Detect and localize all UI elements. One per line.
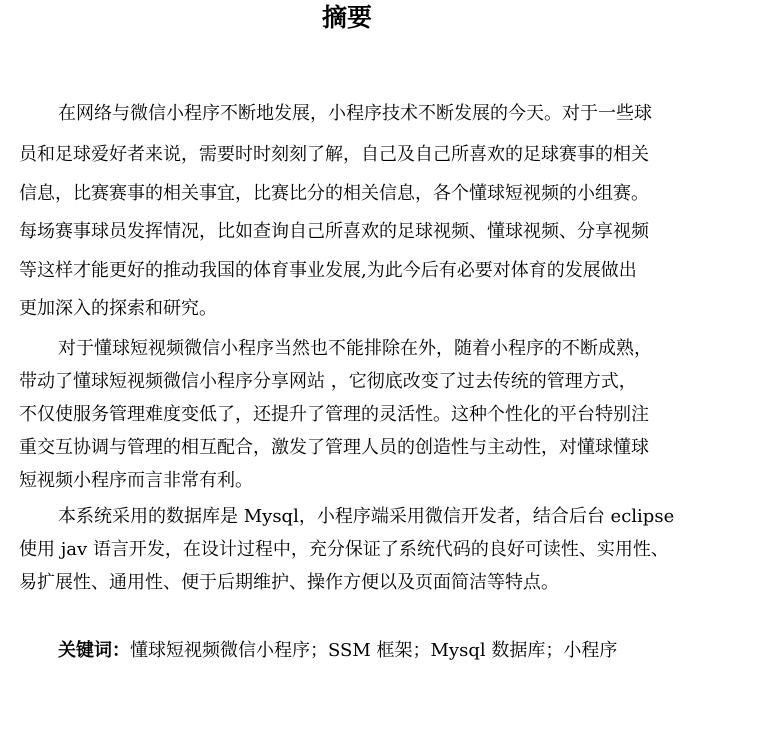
paragraph-3-line-2: 使用 jav 语言开发，在设计过程中，充分保证了系统代码的良好可读性、实用性、 [19,539,669,560]
paragraph-1-line-1: 在网络与微信小程序不断地发展，小程序技术不断发展的今天。对于一些球 [58,103,652,124]
paragraph-1-line-2: 员和足球爱好者来说，需要时时刻刻了解，自己及自己所喜欢的足球赛事的相关 [19,144,649,165]
paragraph-3-line-1: 本系统采用的数据库是 Mysql，小程序端采用微信开发者，结合后台 eclipse [58,506,675,527]
paragraph-3-line-3: 易扩展性、通用性、便于后期维护、操作方便以及页面简洁等特点。 [19,572,559,593]
keywords-text: 懂球短视频微信小程序；SSM 框架；Mysql 数据库；小程序 [130,640,618,661]
paragraph-2-line-4: 重交互协调与管理的相互配合，激发了管理人员的创造性与主动性，对懂球懂球 [19,437,649,458]
paragraph-2-line-5: 短视频小程序而言非常有利。 [19,470,253,491]
keywords-line [58,639,617,663]
paragraph-1-line-6: 更加深入的探索和研究。 [19,298,217,319]
paragraph-2-line-1: 对于懂球短视频微信小程序当然也不能排除在外，随着小程序的不断成熟， [58,338,652,359]
paragraph-2-line-2: 带动了懂球短视频微信小程序分享网站 ，它彻底改变了过去传统的管理方式， [19,371,637,392]
page-title: 摘要 [321,3,372,32]
paragraph-1-line-3: 信息，比赛赛事的相关事宜，比赛比分的相关信息，各个懂球短视频的小组赛。 [19,183,649,204]
paragraph-1-line-5: 等这样才能更好的推动我国的体育事业发展,为此今后有必要对体育的发展做出 [19,260,637,281]
paragraph-1-line-4: 每场赛事球员发挥情况，比如查询自己所喜欢的足球视频、懂球视频、分享视频 [19,221,649,242]
keywords-label: 关键词： [58,640,130,661]
paragraph-2-line-3: 不仅使服务管理难度变低了，还提升了管理的灵活性。这种个性化的平台特别注 [19,404,649,425]
